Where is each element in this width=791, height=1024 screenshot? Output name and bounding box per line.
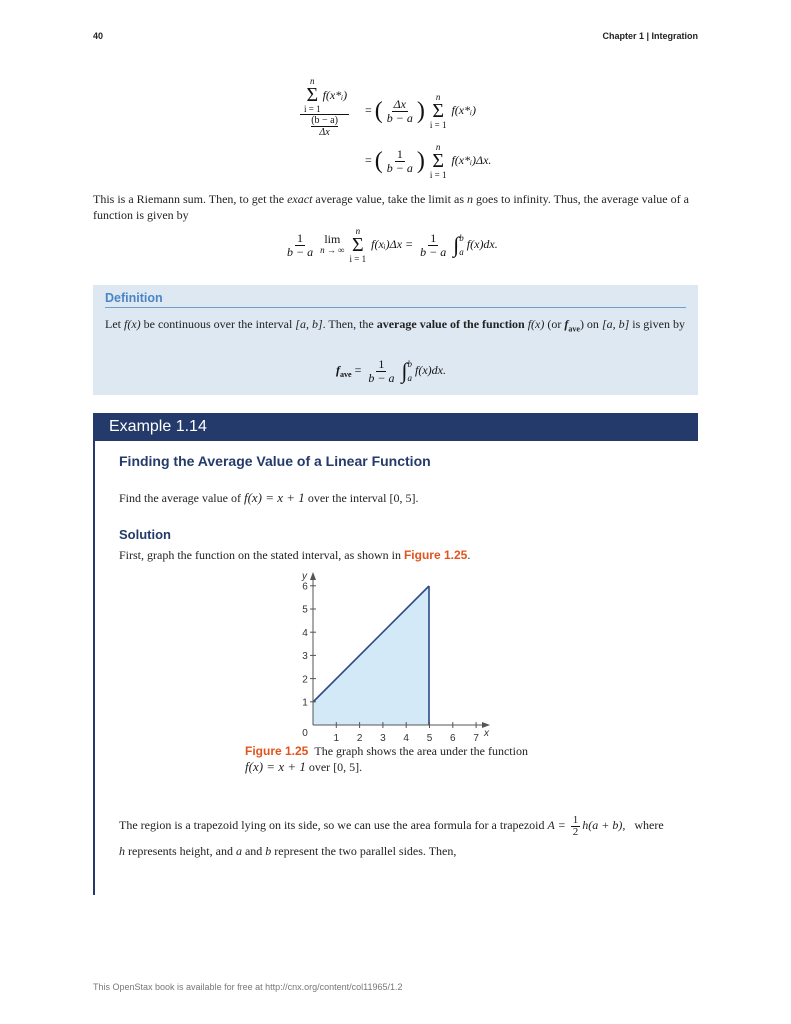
svg-text:6: 6 [302, 581, 308, 593]
equation-line-2: = ( $\frac{1}{b - a}$ ) n Σ i = 1 f(x*ᵢ)Δx. [365, 142, 492, 180]
page-number: 40 [93, 31, 104, 41]
solution-title: Solution [119, 527, 171, 542]
definition-title: Definition [105, 291, 163, 305]
definition-divider [105, 307, 686, 308]
area-chart [290, 565, 500, 745]
definition-equation: $f_{ave}$ = $\frac{1}{b - a}$ ∫ b a f(x)dx. [336, 356, 446, 385]
example-left-border [93, 441, 95, 895]
figure-link[interactable]: Figure 1.25 [403, 548, 468, 562]
trapezoid-paragraph: The region is a trapezoid lying on its side, so we can use the area formula for a trapezoid A = $\frac{1}{2}$ h(a + b), where h represents height, and a and b represent the two parallel sides. Then, [119, 813, 664, 858]
svg-text:1: 1 [333, 733, 340, 744]
limit-equation: $\frac{1}{b - a}$ lim n → ∞ n Σ i = 1 f(xᵢ)Δx = $\frac{1}{b - a}$ ∫ b a f(x)dx. [287, 226, 498, 264]
svg-text:0: 0 [302, 728, 308, 739]
svg-text:4: 4 [302, 627, 308, 639]
equation-line-1 [298, 76, 351, 138]
svg-text:6: 6 [450, 733, 456, 744]
svg-text:3: 3 [302, 651, 308, 663]
example-label: Example 1.14 [109, 418, 207, 435]
svg-text:1: 1 [302, 697, 308, 709]
footer-text: This OpenStax book is available for free at http://cnx.org/content/col11965/1.2 [93, 982, 403, 992]
equation-line-1-rhs: = ( $\frac{\Delta x}{b - a}$ ) n Σ i = 1 f(x*ᵢ) [365, 92, 477, 130]
example-problem: Find the average value of f(x) = x + 1 over the interval [0, 5]. [119, 490, 419, 505]
svg-text:5: 5 [426, 733, 433, 744]
svg-text:2: 2 [356, 733, 363, 744]
example-subtitle: Finding the Average Value of a Linear Function [119, 453, 431, 469]
svg-text:4: 4 [403, 733, 409, 744]
svg-text:2: 2 [302, 674, 308, 686]
y-axis-arrow-icon [310, 572, 316, 580]
svg-text:x: x [484, 728, 489, 739]
definition-text: Let f(x) be continuous over the interval [a, b]. Then, the average value of the function f(x) (or $f_{ave}$) on [a, b] is given by [105, 317, 685, 334]
riemann-paragraph: This is a Riemann sum. Then, to get the exact average value, take the limit as n goes to infinity. Thus, the average value of a function is given by [93, 192, 689, 222]
figure-caption: Figure 1.25 The graph shows the area under the function f(x) = x + 1 over [0, 5]. [245, 744, 528, 774]
svg-text:y: y [302, 571, 307, 582]
svg-text:5: 5 [302, 604, 308, 616]
solution-text: First, graph the function on the stated interval, as shown in Figure 1.25. [119, 548, 471, 562]
lhs-fraction: n Σ i = 1 f(x*ᵢ) (b − a) Δx [300, 76, 349, 138]
shaded-area [313, 586, 429, 725]
chapter-title: Chapter 1 | Integration [602, 31, 698, 41]
svg-text:7: 7 [473, 733, 479, 744]
svg-text:3: 3 [380, 733, 386, 744]
